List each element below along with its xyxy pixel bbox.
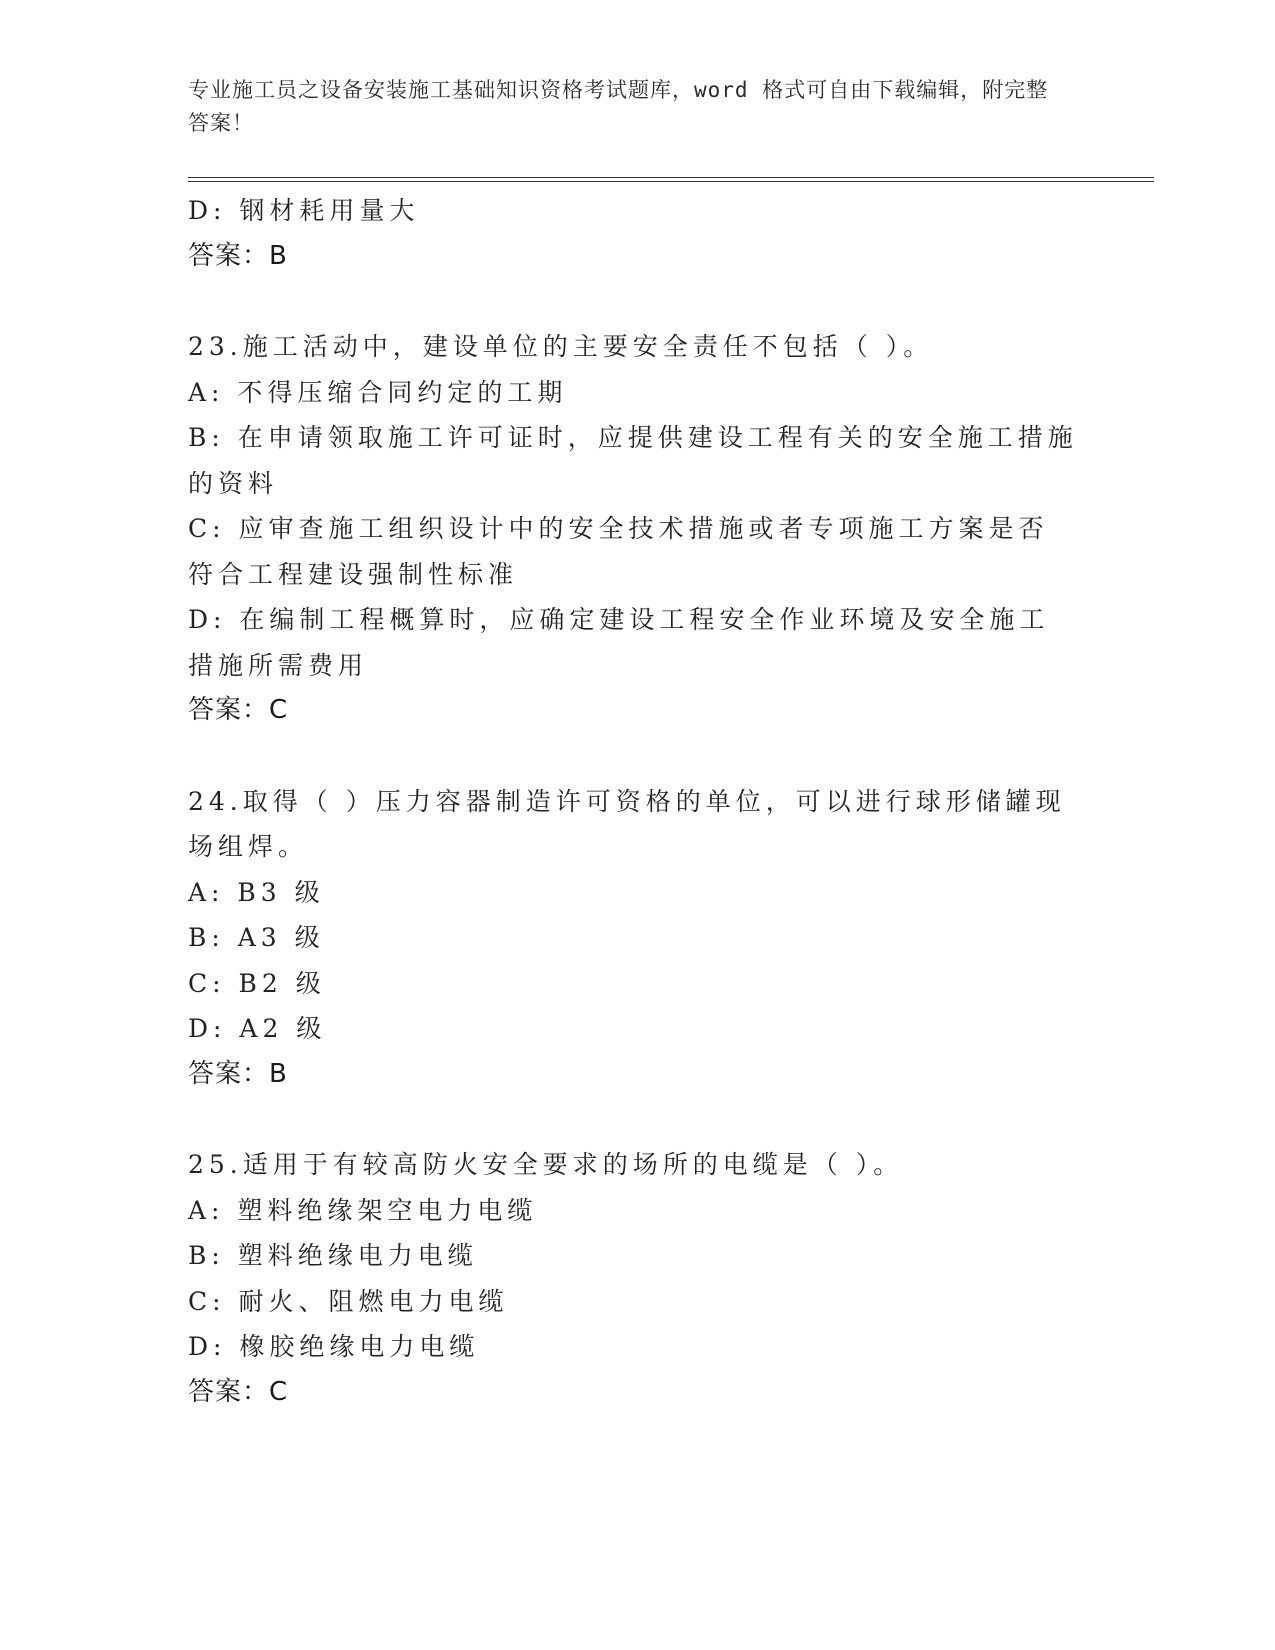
option-b: B: 在申请领取施工许可证时，应提供建设工程有关的安全施工措施的资料 — [188, 423, 1078, 498]
question-stem: 23.施工活动中，建设单位的主要安全责任不包括（ ）。 — [188, 332, 934, 361]
option-a: A: B3 级 — [188, 877, 325, 907]
option-d: D: 在编制工程概算时，应确定建设工程安全作业环境及安全施工措施所需费用 — [188, 605, 1050, 680]
option-d: D: A2 级 — [188, 1014, 327, 1043]
answer-line: 答案：B — [188, 240, 288, 271]
question-23 — [188, 324, 1078, 734]
option-d: D: 钢材耗用量大 — [188, 196, 420, 225]
option-a: A: 不得压缩合同约定的工期 — [188, 377, 568, 407]
question-stem: 25.适用于有较高防火安全要求的场所的电缆是（ ）。 — [188, 1150, 904, 1179]
document-body — [188, 188, 1078, 1415]
header-divider — [188, 177, 1154, 182]
answer-line: 答案：C — [188, 1376, 289, 1407]
document-header: 专业施工员之设备安装施工基础知识资格考试题库，word 格式可自由下载编辑，附完整答案！ — [188, 78, 1049, 135]
answer-line: 答案：C — [188, 695, 289, 725]
question-25 — [188, 1142, 1078, 1415]
option-c: C: 耐火、阻燃电力电缆 — [188, 1286, 509, 1316]
carryover-block — [188, 188, 1078, 279]
answer-line: 答案：B — [188, 1058, 288, 1089]
option-c: C: 应审查施工组织设计中的安全技术措施或者专项施工方案是否符合工程建设强制性标准 — [188, 514, 1049, 589]
option-c: C: B2 级 — [188, 968, 326, 998]
option-a: A: 塑料绝缘架空电力电缆 — [188, 1195, 538, 1225]
option-d: D: 橡胶绝缘电力电缆 — [188, 1332, 480, 1361]
question-stem: 24.取得（ ）压力容器制造许可资格的单位，可以进行球形储罐现场组焊。 — [188, 786, 1066, 861]
option-b: B: A3 级 — [188, 923, 325, 952]
option-b: B: 塑料绝缘电力电缆 — [188, 1241, 478, 1270]
question-24 — [188, 779, 1078, 1098]
